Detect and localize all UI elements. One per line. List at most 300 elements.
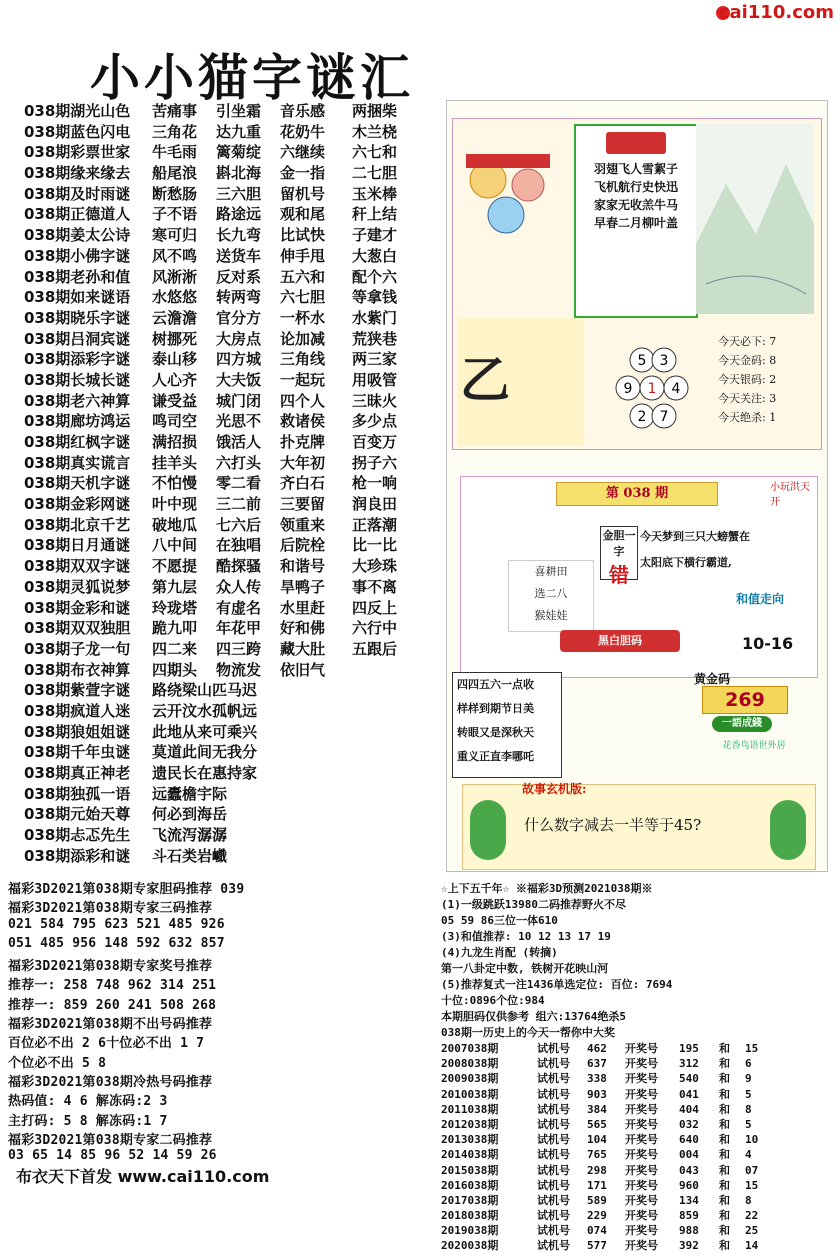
recommendation-line: 推荐一: 258 748 962 314 251 [8, 978, 217, 994]
history-cell: 004 [679, 1148, 699, 1162]
history-cell: 和 [719, 1224, 730, 1238]
history-cell: 032 [679, 1117, 699, 1131]
poem2-line: 重义正直李哪吒 [457, 750, 534, 763]
history-cell: 25 [745, 1224, 759, 1238]
history-cell: 988 [679, 1224, 699, 1238]
riddle-clue: 风淅淅 [152, 267, 198, 286]
poem-line: 早春二月柳叶盖 [593, 216, 678, 230]
riddle-clue: 官分方 [216, 308, 262, 327]
history-cell: 试机号 [537, 1193, 570, 1207]
story-question: 什么数字减去一半等于45? [524, 816, 702, 834]
history-cell: 试机号 [537, 1239, 570, 1253]
riddle-clue: 转两弯 [216, 288, 262, 307]
riddle-row [24, 721, 444, 742]
riddle-source: 038期老六神算 [24, 391, 131, 410]
poem-box-2 [452, 672, 562, 778]
history-cell: 2009038期 [441, 1072, 499, 1086]
history-cell: 和 [719, 1193, 730, 1207]
logo-bar [0, 0, 840, 26]
riddle-row [24, 803, 444, 824]
history-cell: 15 [745, 1178, 759, 1192]
riddle-row [24, 555, 444, 576]
reading-line: 喜耕田 [534, 565, 568, 578]
history-cell: 14 [745, 1239, 759, 1253]
riddle-row [24, 472, 444, 493]
history-cell: 312 [679, 1057, 699, 1071]
recommendation-line: 个位必不出 5 8 [8, 1055, 107, 1071]
riddle-source: 038期廊坊鸿运 [24, 412, 131, 431]
riddle-clue: 满招损 [152, 433, 198, 451]
riddle-row [24, 100, 444, 121]
riddle-source: 038期老孙和值 [24, 267, 131, 286]
recommendation-line: 021 584 795 623 521 485 926 [8, 916, 225, 932]
gold-pick-char: 错 [609, 563, 629, 587]
riddle-row [24, 348, 444, 369]
forecast-column [441, 880, 837, 1253]
riddle-clue: 留机号 [280, 184, 326, 203]
today-row: 今天银码: 2 [718, 373, 777, 386]
riddle-clue: 四二来 [152, 639, 198, 658]
site-logo[interactable]: cai110.com [718, 2, 834, 23]
dragon-left-icon [470, 800, 506, 860]
history-cell: 2012038期 [441, 1117, 499, 1131]
riddle-clue: 比一比 [352, 536, 398, 555]
history-cell: 22 [745, 1209, 759, 1223]
poem-line: 羽翅飞人雪絮子 [593, 162, 678, 176]
riddle-clue: 事不离 [352, 577, 398, 596]
history-cell: 开奖号 [625, 1209, 658, 1223]
riddle-clue: 正落潮 [352, 515, 398, 534]
riddle-source: 038期疯道人迷 [24, 701, 131, 720]
today-row: 今天必下: 7 [718, 335, 777, 348]
history-cell: 5 [745, 1117, 752, 1131]
riddle-clue: 此地从来可乘兴 [152, 722, 258, 741]
riddle-source: 038期晓乐字谜 [24, 308, 131, 327]
history-row [441, 1207, 837, 1222]
forecast-line: 05 59 86三位一体610 [441, 914, 558, 927]
history-cell: 384 [587, 1102, 607, 1116]
history-row [441, 1162, 837, 1177]
treasure-cartoon-illustration [458, 150, 558, 240]
history-cell: 462 [587, 1042, 607, 1055]
riddle-clue: 第九层 [152, 577, 198, 596]
riddle-row [24, 369, 444, 390]
history-cell: 903 [587, 1087, 607, 1101]
circle-number: 1 [647, 381, 657, 397]
riddle-clue: 二七胆 [352, 164, 398, 183]
riddle-row [24, 410, 444, 431]
riddle-clue: 玲珑塔 [152, 598, 198, 617]
riddle-clue: 众人传 [216, 577, 262, 596]
history-cell: 2007038期 [441, 1042, 499, 1055]
riddle-clue: 荒狭巷 [352, 329, 398, 348]
forecast-line: (4)九龙生肖配 (转摘) [441, 946, 558, 959]
riddle-source: 038期及时雨谜 [24, 184, 131, 203]
history-cell: 229 [587, 1209, 607, 1223]
history-cell: 和 [719, 1072, 730, 1086]
history-cell: 开奖号 [625, 1148, 658, 1162]
riddle-list [24, 100, 444, 865]
history-cell: 开奖号 [625, 1072, 658, 1086]
history-cell: 338 [587, 1072, 607, 1086]
riddle-row [24, 741, 444, 762]
riddle-clue: 六行中 [352, 619, 398, 638]
recommendation-line: 主打码: 5 8 解冻码:1 7 [8, 1113, 168, 1129]
riddle-clue: 多少点 [352, 412, 398, 431]
riddle-row [24, 121, 444, 142]
riddle-clue: 谦受益 [152, 391, 198, 410]
riddle-row [24, 328, 444, 349]
story-label: 故事玄机版: [522, 782, 587, 796]
history-cell: 565 [587, 1117, 607, 1131]
history-cell: 试机号 [537, 1042, 570, 1055]
riddle-row [24, 576, 444, 597]
history-cell: 298 [587, 1163, 607, 1177]
riddle-clue: 救诸侯 [280, 412, 326, 431]
riddle-clue: 一起玩 [280, 370, 326, 389]
riddle-clue: 何必到海岳 [152, 805, 228, 824]
poem2-line: 四四五六一点收 [457, 678, 534, 691]
riddle-row [24, 762, 444, 783]
history-cell: 589 [587, 1193, 607, 1207]
riddle-clue: 路绕梁山匹马迟 [152, 681, 258, 700]
riddle-clue: 苦痛事 [152, 102, 198, 120]
riddle-clue: 齐白石 [280, 474, 326, 493]
riddle-clue: 八中间 [152, 536, 198, 555]
history-cell: 开奖号 [625, 1087, 658, 1101]
history-cell: 试机号 [537, 1117, 570, 1131]
history-row [441, 1086, 837, 1101]
recommendation-line: 福彩3D2021第038期专家胆码推荐 039 [8, 882, 245, 897]
riddle-source: 038期添彩字谜 [24, 350, 131, 369]
riddle-clue: 枪一响 [352, 474, 398, 493]
history-row [441, 1222, 837, 1237]
forecast-line: 038期一历史上的今天一帮你中大奖 [441, 1026, 615, 1039]
history-cell: 134 [679, 1193, 699, 1207]
riddle-clue: 引坐霜 [216, 102, 262, 120]
riddle-clue: 挂羊头 [152, 453, 198, 472]
history-row [441, 1070, 837, 1085]
riddle-row [24, 617, 444, 638]
riddle-clue: 寒可归 [152, 226, 198, 245]
riddle-source: 038期独孤一语 [24, 784, 131, 803]
reading-line: 猴娃娃 [534, 609, 568, 622]
riddle-clue: 牛毛雨 [152, 143, 198, 162]
riddle-source: 038期日月通谜 [24, 536, 131, 555]
history-cell: 2011038期 [441, 1102, 499, 1116]
history-cell: 和 [719, 1133, 730, 1147]
riddle-clue: 船尾浪 [152, 164, 198, 183]
history-cell: 8 [745, 1193, 752, 1207]
riddle-row [24, 452, 444, 473]
history-cell: 和 [719, 1042, 730, 1055]
history-cell: 4 [745, 1148, 752, 1162]
riddle-source: 038期狼姐姐谜 [24, 722, 131, 741]
history-row [441, 1237, 837, 1252]
circle-number: 4 [671, 381, 681, 397]
riddle-clue: 遗民长在惠持家 [152, 764, 258, 782]
riddle-row [24, 597, 444, 618]
history-row [441, 1040, 837, 1055]
riddle-clue: 酷探骚 [216, 557, 262, 576]
history-cell: 开奖号 [625, 1239, 658, 1253]
history-cell: 和 [719, 1148, 730, 1162]
riddle-clue: 破地瓜 [152, 515, 198, 534]
riddle-row [24, 245, 444, 266]
history-cell: 试机号 [537, 1178, 570, 1192]
forecast-line: ☆上下五千年☆ ※福彩3D预测2021038期※ [441, 882, 653, 895]
riddle-row [24, 534, 444, 555]
riddle-row [24, 514, 444, 535]
riddle-clue: 依旧气 [280, 660, 326, 679]
history-cell: 开奖号 [625, 1224, 658, 1238]
riddle-clue: 水紫门 [352, 308, 398, 327]
riddle-source: 038期红枫字谜 [24, 433, 131, 451]
history-cell: 开奖号 [625, 1042, 658, 1055]
riddle-source: 038期彩票世家 [24, 143, 131, 162]
history-cell: 开奖号 [625, 1193, 658, 1207]
circle-number: 9 [623, 381, 633, 397]
history-cell: 和 [719, 1239, 730, 1253]
riddle-clue: 后院栓 [280, 536, 326, 555]
history-cell: 104 [587, 1133, 607, 1147]
history-cell: 640 [679, 1133, 699, 1147]
riddle-clue: 斗石类岩巇 [152, 846, 228, 865]
riddle-clue: 鸣司空 [152, 412, 198, 431]
riddle-clue: 三角线 [280, 350, 326, 369]
riddle-clue: 大夫饭 [216, 370, 262, 389]
golden-code: 269 [702, 686, 788, 714]
forecast-line: 十位:0896个位:984 [441, 994, 545, 1007]
riddle-row [24, 390, 444, 411]
riddle-source: 038期缘来缘去 [24, 164, 131, 183]
riddle-row [24, 183, 444, 204]
riddle-clue: 藏大肚 [280, 639, 326, 658]
riddle-clue: 不愿提 [152, 557, 198, 576]
riddle-clue: 音乐感 [280, 102, 326, 120]
riddle-clue: 云澹澹 [152, 308, 198, 327]
riddle-clue: 四反上 [352, 598, 398, 617]
riddle-row [24, 224, 444, 245]
idiom-title: 一語成錢 [712, 716, 772, 732]
riddle-clue: 零二看 [216, 474, 262, 493]
riddle-row [24, 286, 444, 307]
riddle-clue: 长九弯 [216, 226, 262, 245]
riddle-clue: 一杯水 [280, 308, 326, 327]
riddle-clue: 子建才 [352, 226, 398, 245]
history-cell: 577 [587, 1239, 607, 1253]
riddle-source: 038期如来谜语 [24, 288, 131, 307]
riddle-source: 038期双双字谜 [24, 557, 131, 576]
history-row [441, 1146, 837, 1161]
riddle-source: 038期金彩网谜 [24, 495, 131, 514]
riddle-clue: 叶中现 [152, 495, 198, 514]
recommendation-line: 051 485 956 148 592 632 857 [8, 935, 225, 951]
riddle-clue: 断愁肠 [152, 184, 198, 203]
riddle-clue: 篱菊绽 [216, 143, 262, 162]
riddle-clue: 四方城 [216, 350, 262, 369]
history-cell: 2018038期 [441, 1209, 499, 1223]
riddle-clue: 三六胆 [216, 184, 262, 203]
poem-box [574, 124, 698, 318]
riddle-clue: 四个人 [280, 391, 326, 410]
riddle-clue: 百变万 [352, 433, 398, 451]
history-cell: 试机号 [537, 1072, 570, 1086]
riddle-clue: 物流发 [216, 660, 262, 679]
recommendation-line: 热码值: 4 6 解冻码:2 3 [8, 1094, 168, 1110]
riddle-source: 038期天机字谜 [24, 474, 131, 493]
history-cell: 和 [719, 1178, 730, 1192]
number-circle-chart [612, 340, 692, 440]
sum-range: 10-16 [742, 634, 794, 653]
riddle-clue: 三二前 [216, 495, 262, 514]
riddle-clue: 水里赶 [280, 598, 326, 617]
riddle-clue: 路途远 [216, 205, 262, 224]
riddle-clue: 在独唱 [216, 536, 262, 555]
history-cell: 和 [719, 1102, 730, 1116]
riddle-source: 038期子龙一句 [24, 639, 131, 658]
riddle-clue: 三昧火 [352, 391, 398, 410]
riddle-clue: 大年初 [280, 453, 326, 472]
circle-number: 3 [659, 353, 669, 369]
recommendation-line: 推荐一: 859 260 241 508 268 [8, 997, 217, 1013]
riddle-clue: 有虚名 [216, 598, 262, 617]
history-cell: 开奖号 [625, 1057, 658, 1071]
reading-line: 选二八 [534, 587, 568, 600]
riddle-clue: 三要留 [280, 495, 326, 514]
riddle-clue: 配个六 [352, 267, 398, 286]
history-cell: 960 [679, 1178, 699, 1192]
black-white-banner: 黑白胆码 [560, 630, 680, 652]
history-row [441, 1192, 837, 1207]
riddle-source: 038期长城长谜 [24, 370, 131, 389]
riddle-clue: 飞流泻潺潺 [152, 826, 228, 845]
riddle-text-line: 今天梦到三只大螃蟹在 [640, 530, 750, 543]
riddle-clue: 比试快 [280, 226, 326, 245]
footer-credit: 布衣天下首发 www.cai110.com [16, 1167, 270, 1186]
history-cell: 2014038期 [441, 1148, 499, 1162]
riddle-clue: 大珍珠 [352, 557, 398, 576]
history-cell: 195 [679, 1042, 699, 1055]
riddle-clue: 六继续 [280, 143, 326, 162]
riddle-source: 038期千年虫谜 [24, 743, 131, 762]
history-cell: 171 [587, 1178, 607, 1192]
history-cell: 540 [679, 1072, 699, 1086]
history-cell: 637 [587, 1057, 607, 1071]
riddle-source: 038期正德道人 [24, 205, 131, 224]
riddle-clue: 玉米棒 [352, 184, 398, 203]
history-cell: 859 [679, 1209, 699, 1223]
sum-trend-label: 和值走向 [736, 592, 785, 606]
riddle-source: 038期布衣神算 [24, 660, 131, 679]
history-cell: 6 [745, 1057, 752, 1071]
riddle-clue: 树挪死 [152, 329, 198, 348]
riddle-row [24, 141, 444, 162]
riddle-clue: 子不语 [152, 205, 198, 224]
riddle-source: 038期吕洞宾谜 [24, 329, 131, 348]
history-cell: 开奖号 [625, 1133, 658, 1147]
riddle-clue: 六打头 [216, 453, 262, 472]
expert-recommendations [8, 878, 438, 1167]
riddle-source: 038期元始天尊 [24, 805, 131, 824]
riddle-clue: 大葱白 [352, 246, 398, 265]
today-row: 今天金码: 8 [718, 354, 777, 367]
history-cell: 07 [745, 1163, 759, 1177]
history-row [441, 1055, 837, 1070]
history-cell: 和 [719, 1117, 730, 1131]
today-row: 今天关注: 3 [718, 392, 777, 405]
riddle-clue: 大房点 [216, 329, 262, 348]
forecast-line: (5)推荐复式一注1436单选定位: 百位: 7694 [441, 978, 673, 991]
side-caption: 小玩洪天开 [770, 482, 810, 508]
riddle-source: 038期姜太公诗 [24, 226, 131, 245]
history-cell: 15 [745, 1042, 759, 1055]
riddle-row [24, 659, 444, 680]
history-cell: 2008038期 [441, 1057, 499, 1071]
riddle-row [24, 700, 444, 721]
circle-number: 5 [637, 353, 647, 369]
riddle-clue: 论加减 [280, 329, 326, 348]
today-numbers [718, 332, 818, 427]
riddle-clue: 用吸管 [352, 370, 398, 389]
riddle-clue: 四三跨 [216, 639, 262, 658]
history-cell: 074 [587, 1224, 607, 1238]
riddle-clue: 泰山移 [152, 350, 198, 369]
riddle-row [24, 824, 444, 845]
poem-line: 飞机航行史快迅 [593, 180, 678, 194]
riddle-clue: 五六和 [280, 267, 326, 286]
riddle-row [24, 638, 444, 659]
history-cell: 试机号 [537, 1133, 570, 1147]
riddle-clue: 饿活人 [216, 433, 262, 451]
history-cell: 开奖号 [625, 1117, 658, 1131]
history-cell: 开奖号 [625, 1178, 658, 1192]
riddle-row [24, 679, 444, 700]
history-cell: 试机号 [537, 1163, 570, 1177]
recommendation-line: 福彩3D2021第038期冷热号码推荐 [8, 1074, 213, 1090]
riddle-clue: 两三家 [352, 350, 398, 369]
history-cell: 043 [679, 1163, 699, 1177]
page-title: 小小猫字谜汇 [90, 48, 414, 107]
riddle-source: 038期湖光山色 [24, 102, 131, 120]
riddle-clue: 旱鸭子 [280, 577, 326, 596]
history-cell: 2015038期 [441, 1163, 499, 1177]
riddle-text-line: 太阳底下横行霸道, [640, 556, 732, 569]
golden-code-label: 黄金码 [694, 672, 731, 686]
riddle-clue: 四期头 [152, 660, 198, 679]
riddle-clue: 扑克牌 [280, 433, 326, 451]
history-row [441, 1101, 837, 1116]
forecast-line: 本期胆码仅供参考 组六:13764绝杀5 [441, 1010, 626, 1023]
riddle-source: 038期真实谎言 [24, 453, 131, 472]
history-cell: 试机号 [537, 1224, 570, 1238]
history-cell: 10 [745, 1133, 759, 1147]
riddle-source: 038期紫萱字谜 [24, 681, 131, 700]
riddle-clue: 金一指 [280, 164, 326, 183]
riddle-clue: 木兰桡 [352, 122, 398, 141]
poem2-line: 转眼又是深秋天 [457, 726, 534, 739]
handwritten-sign: 乙 [460, 350, 510, 409]
riddle-clue: 跪九叩 [152, 619, 198, 638]
riddle-clue: 两捆柴 [352, 102, 398, 120]
riddle-clue: 不怕慢 [152, 474, 198, 493]
riddle-clue: 莫道此间无我分 [152, 743, 258, 762]
issue-title-banner: 第 038 期 [556, 482, 718, 506]
riddle-clue: 好和佛 [280, 619, 326, 638]
riddle-clue: 六七和 [352, 143, 398, 162]
history-cell: 2010038期 [441, 1087, 499, 1101]
riddle-row [24, 783, 444, 804]
